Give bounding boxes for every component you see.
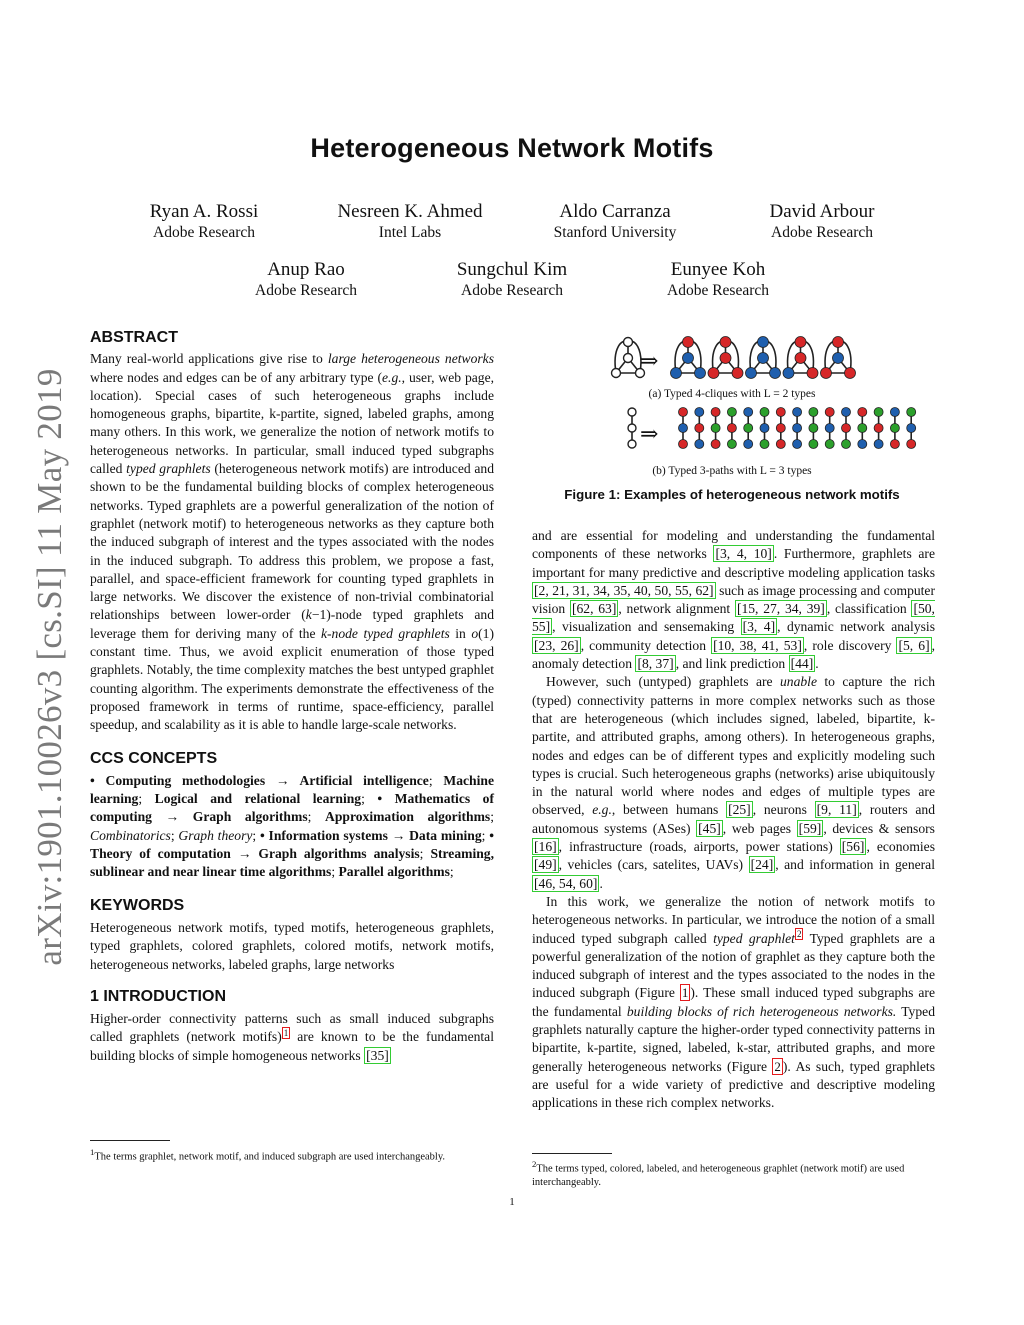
typed-3-path xyxy=(695,408,704,449)
path-node xyxy=(793,408,802,417)
subcaption-a: (a) Typed 4-cliques with L = 2 types xyxy=(648,388,816,400)
author-block xyxy=(89,201,319,242)
path-node xyxy=(825,424,834,433)
citation-link[interactable]: [49] xyxy=(534,857,557,873)
paragraph: In this work, we generalize the notion of network motifs to heterogeneous networks. In particular, we introduce the notion of a small induced typed subgraph called typed graphlet $^2$ Typed graphlets are a powerful generalization of the notion of graphlet as they capture both the induced subgraph of interest and the types associated to the nodes in the induced subgraph (Figure 1 ). These small induced typed subgraphs are the fundamental building blocks of rich heterogeneous networks. Typed graphlets naturally capture the higher-order typed connectivity patterns in bipartite, k-partite, signed, labeled, k-star, attributed graphs, and more generally heterogeneous networks (Figure 2 ). As such, typed graphlets are useful for a wide variety of predictive and descriptive modeling applications in these rich complex networks. xyxy=(532,893,935,1111)
implies-arrow-a: ⇒ xyxy=(640,348,659,373)
citation-link[interactable]: [3, 4, 10] xyxy=(715,546,772,562)
page-number: 1 xyxy=(509,1196,515,1208)
path-node xyxy=(809,440,818,449)
path-node xyxy=(695,408,704,417)
path-node xyxy=(842,440,851,449)
typed-3-path xyxy=(842,408,851,449)
path-node xyxy=(858,440,867,449)
typed-3-path xyxy=(679,408,688,449)
footnote-rule xyxy=(532,1153,612,1154)
clique-node xyxy=(683,353,694,364)
clique-node xyxy=(795,353,806,364)
paragraph: However, such (untyped) graphlets are unable to capture the rich (typed) connectivity patterns in more complex networks such as those that are heterogeneous (which includes signed, labeled, bipartite, k-partite, and attributed graphs, among others). In heterogeneous graphs, nodes and edges can be of different types and explicitly modeling such types is crucial. Such heterogeneous graphs (networks) arise ubiquitously in the natural world where nodes and edges of multiple types are observed, e.g., between humans [25] , neurons [9, 11] , routers and autonomous systems (ASes) [45] , web pages [59] , devices & sensors [16] , infrastructure (roads, airports, power stations) [56] , economies [49] , vehicles (cars, satelites, UAVs) [24] , and information in general [46, 54, 60] . xyxy=(532,674,935,891)
citation-link[interactable]: [56] xyxy=(841,839,865,855)
typed-4-clique xyxy=(821,337,856,379)
path-node xyxy=(907,440,916,449)
left-column xyxy=(90,329,494,1065)
path-node xyxy=(907,408,916,417)
typed-4-clique xyxy=(671,337,706,379)
author-affiliation: Adobe Research xyxy=(255,282,357,299)
typed-4-clique xyxy=(708,337,743,379)
path-node xyxy=(727,408,736,417)
citation-link[interactable]: [2, 21, 31, 34, 35, 40, 50, 55, 62] xyxy=(534,582,714,598)
clique-node xyxy=(758,337,769,348)
typed-3-path xyxy=(890,408,899,449)
typed-3-path xyxy=(809,408,818,449)
author-name: David Arbour xyxy=(769,201,875,222)
implies-arrow-b: ⇒ xyxy=(640,421,659,446)
clique-node xyxy=(695,368,706,379)
path-node xyxy=(679,424,688,433)
figure-caption: Figure 1: Examples of heterogeneous network motifs xyxy=(564,487,900,502)
author-name: Sungchul Kim xyxy=(456,259,568,280)
citation-link[interactable]: [5, 6] xyxy=(898,637,930,653)
citation-link[interactable]: [50, 55] xyxy=(532,601,935,635)
path-node xyxy=(842,408,851,417)
subcaption-b: (b) Typed 3-paths with L = 3 types xyxy=(652,465,812,477)
path-node xyxy=(776,424,785,433)
clique-node xyxy=(783,368,794,379)
clique-node xyxy=(833,337,844,348)
introduction-text: Higher-order connectivity patterns such as small induced subgraphs called graphlets (network motifs) $^1$ are known to be the fundamental building blocks of simple homogeneous networks [35] xyxy=(90,1011,494,1063)
author-block xyxy=(707,201,937,242)
citation-link[interactable]: [23, 26] xyxy=(534,637,579,653)
abstract-heading: ABSTRACT xyxy=(90,329,178,346)
path-node xyxy=(628,424,636,432)
clique-node xyxy=(821,368,832,379)
author-block xyxy=(397,259,627,300)
path-node xyxy=(679,408,688,417)
footnote-ref[interactable]: 2 xyxy=(796,929,802,939)
author-block xyxy=(295,201,525,242)
typed-3-path xyxy=(793,408,802,449)
citation-link[interactable]: [16] xyxy=(534,839,557,855)
path-node xyxy=(695,424,704,433)
path-node xyxy=(760,408,769,417)
author-name: Eunyee Koh xyxy=(670,259,766,280)
citation-link[interactable]: [35] xyxy=(366,1047,389,1063)
path-node xyxy=(744,440,753,449)
clique-node xyxy=(624,354,633,363)
path-node xyxy=(727,440,736,449)
path-node xyxy=(890,408,899,417)
typed-3-path xyxy=(907,408,916,449)
clique-node xyxy=(708,368,719,379)
clique-node xyxy=(624,338,633,347)
typed-3-path xyxy=(760,408,769,449)
path-node xyxy=(628,440,636,448)
clique-node xyxy=(732,368,743,379)
path-node xyxy=(890,424,899,433)
citation-link[interactable]: [62, 63] xyxy=(571,601,617,617)
typed-4-clique xyxy=(783,337,818,379)
path-node xyxy=(825,408,834,417)
clique-node xyxy=(720,353,731,364)
author-block xyxy=(603,259,833,300)
path-node xyxy=(809,408,818,417)
typed-4-clique xyxy=(746,337,781,379)
path-node xyxy=(858,408,867,417)
path-node xyxy=(760,424,769,433)
typed-3-path xyxy=(776,408,785,449)
path-node xyxy=(793,424,802,433)
clique-node xyxy=(612,369,621,378)
path-node xyxy=(711,440,720,449)
author-block xyxy=(500,201,730,242)
right-column xyxy=(532,527,935,1113)
citation-link[interactable]: [10, 38, 41, 53] xyxy=(713,637,802,653)
citation-link[interactable]: [24] xyxy=(750,857,774,873)
citation-link[interactable]: [8, 37] xyxy=(637,656,674,672)
path-node xyxy=(874,424,883,433)
path-node xyxy=(858,424,867,433)
paper-title: Heterogeneous Network Motifs xyxy=(310,133,714,163)
author-block xyxy=(191,259,421,300)
citation-link[interactable]: [45] xyxy=(698,820,721,836)
path-node xyxy=(825,440,834,449)
author-affiliation: Stanford University xyxy=(553,224,677,241)
path-node xyxy=(727,424,736,433)
citation-link[interactable]: [25] xyxy=(728,802,751,818)
typed-3-path xyxy=(727,408,736,449)
path-node xyxy=(874,408,883,417)
footnote-rule xyxy=(90,1140,170,1141)
path-node xyxy=(744,424,753,433)
author-affiliation: Adobe Research xyxy=(461,282,563,299)
path-node xyxy=(711,424,720,433)
abstract-text: Many real-world applications give rise to large heterogeneous networks where nodes and edges can be of any arbitrary type (e.g., user, web page, location). Special cases of such heterogeneous graphs include homogeneous graphs, bipartite, k-partite, signed, labeled graphs, among many others. In this work, we generalize the notion of network motifs to heterogeneous networks. In particular, small induced typed subgraphs called typed graphlets (heterogeneous network motifs) are introduced and shown to be the fundamental building blocks of complex heterogeneous networks. Typed graphlets are a powerful generalization of the notion of graphlet (network motif) to heterogeneous networks as they capture both the induced subgraph of interest and the types associated with the nodes in the induced subgraph. To address this problem, we propose a fast, parallel, and space-efficient framework for counting typed graphlets in large networks. We discover the existence of non-trivial combinatorial relationships between lower-order (k−1)-node typed graphlets and leverage them for deriving many of the k-node typed graphlets in o(1) constant time. Thus, we avoid explicit enumeration of those typed graphlets. Notably, the time complexity matches the best untyped graphlet counting algorithm. The experiments demonstrate the effectiveness of the proposed framework in terms of runtime, space-efficiency, parallel speedup, and scalability as it is able to handle large-scale networks. xyxy=(90,351,495,733)
citation-link[interactable]: [59] xyxy=(798,820,822,836)
figure-1-graphic xyxy=(530,330,934,510)
author-name: Anup Rao xyxy=(267,259,345,280)
arxiv-identifier: arXiv:1901.10026v3 [cs.SI] 11 May 2019 xyxy=(30,368,69,966)
path-node xyxy=(842,424,851,433)
clique-node xyxy=(795,337,806,348)
clique-node xyxy=(746,368,757,379)
typed-3-path xyxy=(858,408,867,449)
clique-node xyxy=(770,368,781,379)
author-name: Ryan A. Rossi xyxy=(149,201,259,222)
footnote-ref[interactable]: 1 xyxy=(283,1027,289,1038)
path-node xyxy=(695,440,704,449)
figure-ref[interactable]: 1 xyxy=(681,985,689,1001)
path-node xyxy=(776,408,785,417)
path-node xyxy=(890,440,899,449)
author-affiliation: Adobe Research xyxy=(771,224,873,241)
path-node xyxy=(874,440,883,449)
author-name: Nesreen K. Ahmed xyxy=(337,201,483,222)
path-node xyxy=(907,424,916,433)
clique-node xyxy=(683,337,694,348)
path-node xyxy=(809,424,818,433)
author-affiliation: Adobe Research xyxy=(667,282,769,299)
path-node xyxy=(776,440,785,449)
path-node xyxy=(679,440,688,449)
path-node xyxy=(760,440,769,449)
path-node xyxy=(711,408,720,417)
keywords-text: Heterogeneous network motifs, typed motifs, heterogeneous graphlets, typed graphlets, colored graphlets, colored motifs, network motifs, heterogeneous networks, labeled graphs, large networks xyxy=(90,919,494,972)
ccs-heading: CCS CONCEPTS xyxy=(90,749,218,767)
clique-node xyxy=(807,368,818,379)
clique-node xyxy=(720,337,731,348)
clique-node xyxy=(758,353,769,364)
author-name: Aldo Carranza xyxy=(559,201,671,222)
footnote-2: $^2$The terms typed, colored, labeled, and heterogeneous graphlet (network motif) are used interchangeably. xyxy=(532,1159,905,1188)
footnote-1: $^1$The terms graphlet, network motif, and induced subgraph are used interchangeably. xyxy=(90,1147,446,1163)
clique-node xyxy=(671,368,682,379)
author-affiliation: Intel Labs xyxy=(378,224,442,241)
path-node xyxy=(628,408,636,416)
clique-node xyxy=(833,353,844,364)
citation-link[interactable]: [15, 27, 34, 39] xyxy=(736,601,825,617)
typed-3-path xyxy=(825,408,834,449)
typed-3-path xyxy=(744,408,753,449)
paragraph: and are essential for modeling and understanding the fundamental components of these networks [3, 4, 10] . Furthermore, graphlets are important for many predictive and descriptive modeling application tasks [2, 21, 31, 34, 35, 40, 50, 55, 62] such as image processing and computer vision [62, 63] , network alignment [15, 27, 34, 39] , classification [50, 55] , visualization and sensemaking [3, 4] , dynamic network analysis [23, 26] , community detection [10, 38, 41, 53] , role discovery [5, 6] , anomaly detection [8, 37] , and link prediction [44] . xyxy=(532,528,936,672)
citation-link[interactable]: [9, 11] xyxy=(816,802,857,818)
ccs-concepts-text: • Computing methodologies → Artificial intelligence; Machine learning; Logical and relational learning; • Mathematics of computing → Graph algorithms; Approximation algorithms; Combinatorics; Graph theory; • Information systems → Data mining; • Theory of computation → Graph algorithms analysis; Streaming, sublinear and near linear time algorithms; Parallel algorithms; xyxy=(90,772,494,880)
typed-3-path xyxy=(874,408,883,449)
keywords-heading: KEYWORDS xyxy=(90,896,185,914)
clique-node xyxy=(845,368,856,379)
typed-3-path xyxy=(628,408,636,448)
introduction-heading: 1 INTRODUCTION xyxy=(90,987,226,1005)
citation-link[interactable]: [44] xyxy=(790,656,814,672)
figure-ref[interactable]: 2 xyxy=(774,1058,781,1074)
author-affiliation: Adobe Research xyxy=(153,224,255,241)
path-node xyxy=(793,440,802,449)
path-node xyxy=(744,408,753,417)
citation-link[interactable]: [3, 4] xyxy=(742,619,776,635)
typed-3-path xyxy=(711,408,720,449)
citation-link[interactable]: [46, 54, 60] xyxy=(534,875,598,891)
